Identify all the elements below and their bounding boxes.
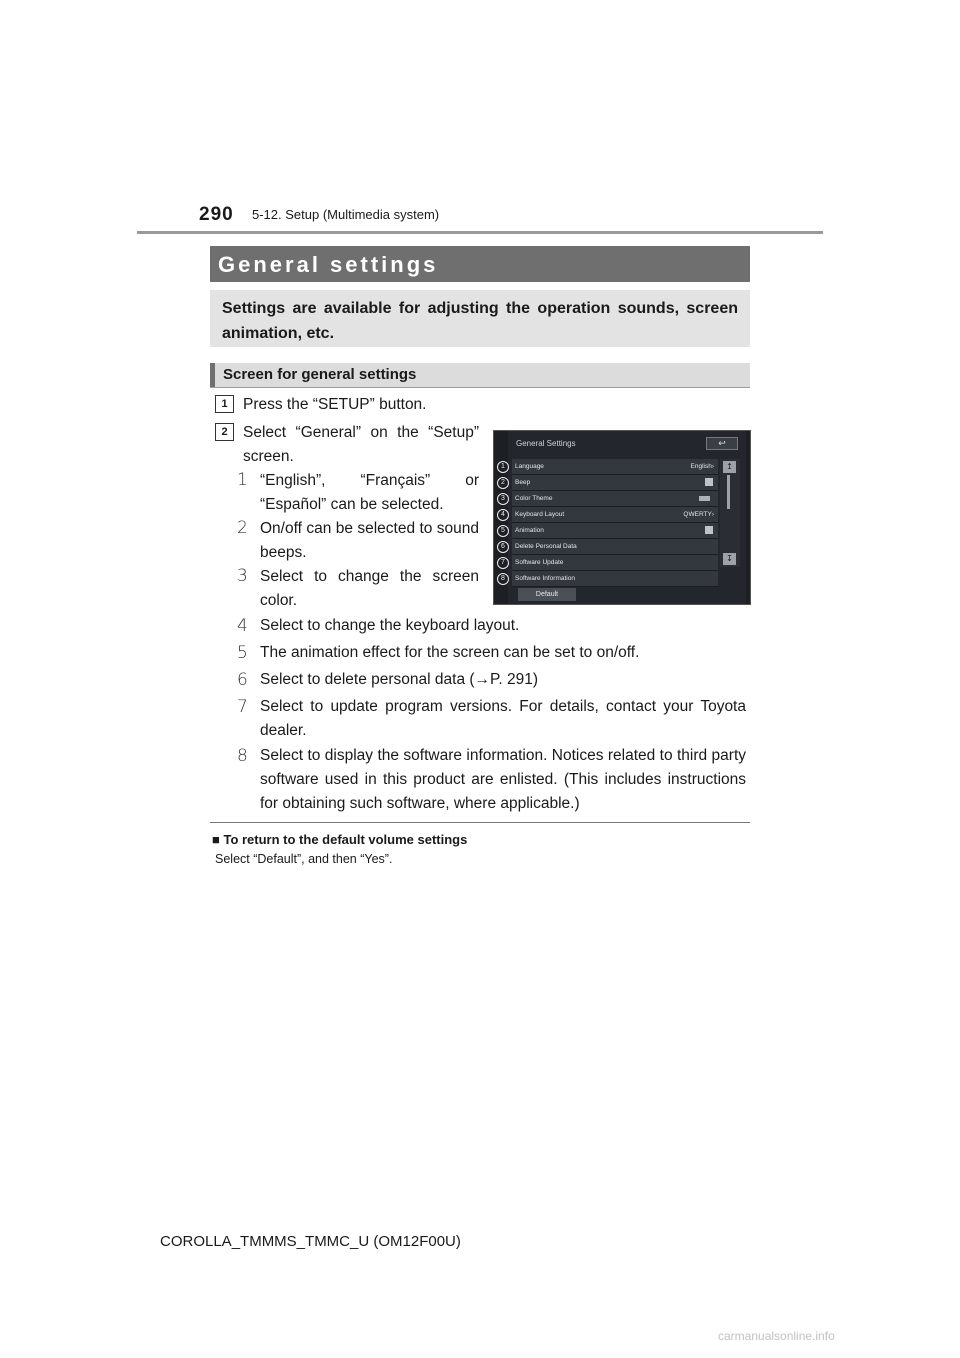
note-text: Select “Default”, and then “Yes”. — [215, 852, 393, 866]
row-label: Software Information — [515, 575, 575, 582]
callout-number: 3 — [237, 566, 248, 586]
callout-text: Select to change the screen color. — [260, 568, 479, 609]
section-label: 5-12. Setup (Multimedia system) — [252, 207, 440, 222]
row-label: Beep — [515, 479, 531, 486]
section-title: General settings — [218, 252, 439, 277]
callout-text: Select to delete personal data (→P. 291) — [260, 671, 539, 688]
back-arrow-icon: ↩ — [706, 437, 738, 450]
scroll-up-icon: ↥ — [723, 461, 736, 473]
settings-row-software-update — [512, 555, 718, 571]
default-button: Default — [518, 588, 576, 601]
callout-number: 5 — [237, 643, 248, 663]
row-label: Keyboard Layout — [515, 511, 565, 518]
callout-marker: 8 — [497, 573, 509, 585]
screenshot-screen — [508, 431, 746, 604]
callout-text: The animation effect for the screen can be set to on/off. — [260, 644, 640, 661]
callout-number: 2 — [237, 518, 248, 538]
callout-marker: 7 — [497, 557, 509, 569]
note-divider — [210, 822, 750, 823]
callout-number: 6 — [237, 670, 248, 690]
callout-number: 4 — [237, 616, 248, 636]
section-title-bar — [210, 246, 750, 282]
intro-box — [210, 290, 750, 347]
intro-text: Settings are available for adjusting the operation sounds, screen animation, etc. — [222, 300, 738, 342]
callout-number: 8 — [237, 746, 248, 766]
scroll-down-icon: ↧ — [723, 553, 736, 565]
settings-row-keyboard-layout — [512, 507, 718, 523]
footer-doc-id: COROLLA_TMMMS_TMMC_U (OM12F00U) — [160, 1233, 461, 1250]
callout-marker: 5 — [497, 525, 509, 537]
subheading-bar — [210, 363, 750, 388]
callout-text: Select to change the keyboard layout. — [260, 617, 520, 634]
step-number: 2 — [215, 423, 234, 441]
step-number: 1 — [215, 395, 234, 413]
watermark: carmanualsonline.info — [718, 1329, 835, 1343]
callout-marker: 1 — [497, 461, 509, 473]
screenshot-title: General Settings — [516, 439, 576, 448]
scroll-thumb — [727, 475, 730, 509]
page-number: 290 — [199, 204, 234, 225]
row-label: Color Theme — [515, 495, 553, 502]
callout-text: On/off can be selected to sound beeps. — [260, 520, 479, 561]
checkbox-icon — [705, 478, 713, 486]
checkbox-icon — [705, 526, 713, 534]
callout-text: “English”, “Français” or “Español” can be selected. — [260, 472, 479, 513]
callout-number: 7 — [237, 697, 248, 717]
callout-marker: 6 — [497, 541, 509, 553]
row-label: Software Update — [515, 559, 564, 566]
settings-row-language — [512, 459, 718, 475]
step-text: Press the “SETUP” button. — [243, 396, 427, 413]
row-label: Delete Personal Data — [515, 543, 577, 550]
callout-marker: 3 — [497, 493, 509, 505]
callout-marker: 4 — [497, 509, 509, 521]
row-label: Animation — [515, 527, 544, 534]
settings-row-animation — [512, 523, 718, 539]
color-swatch-icon — [699, 496, 710, 501]
row-value: QWERTY› — [683, 511, 714, 518]
settings-row-color-theme — [512, 491, 718, 507]
callout-text: Select to display the software information. Notices related to third party software used in this product are enlisted. (This includes instructions for obtaining such software, where applicable.) — [260, 747, 746, 812]
settings-row-software-information — [512, 571, 718, 587]
callout-text: Select to update program versions. For details, contact your Toyota dealer. — [260, 698, 746, 739]
callout-number: 1 — [237, 470, 248, 490]
header-divider — [137, 231, 823, 234]
note-title: ■ To return to the default volume settings — [212, 832, 468, 847]
settings-row-delete-personal-data — [512, 539, 718, 555]
row-label: Language — [515, 463, 544, 470]
step-text: Select “General” on the “Setup” screen. — [243, 424, 479, 465]
callout-marker: 2 — [497, 477, 509, 489]
row-value: English› — [690, 463, 714, 470]
general-settings-screenshot — [493, 430, 751, 605]
scrollbar — [720, 459, 740, 567]
settings-row-beep — [512, 475, 718, 491]
subheading: Screen for general settings — [223, 366, 417, 383]
